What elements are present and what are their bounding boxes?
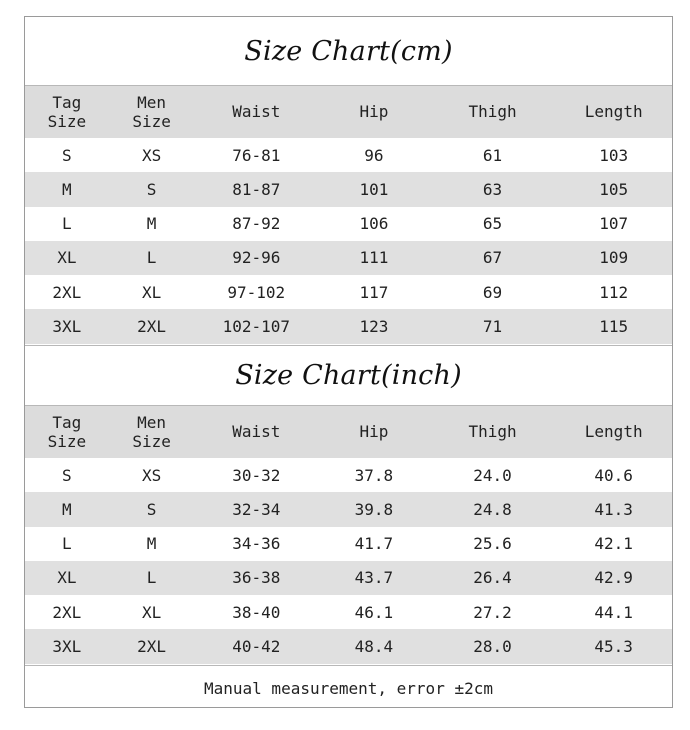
column-header: Hip [359, 102, 389, 122]
column-header: Hip [359, 422, 389, 442]
table-cell: 69 [482, 282, 503, 302]
table-cell: 67 [482, 248, 503, 268]
table-row [25, 595, 672, 629]
table-cell: 92-96 [232, 248, 281, 268]
table-cell: 28.0 [473, 637, 512, 657]
table-cell: 123 [359, 317, 389, 337]
column-header: Tag Size [47, 92, 87, 131]
table-cell: 48.4 [354, 637, 394, 657]
table-cell: 40-42 [232, 637, 281, 657]
column-header: Length [584, 102, 643, 122]
table-cell: XL [141, 282, 162, 302]
table-row [25, 207, 672, 241]
table-cell: XL [141, 602, 162, 622]
table-cell: 38-40 [232, 602, 281, 622]
table-cell: 27.2 [473, 602, 512, 622]
column-header: Length [584, 422, 643, 442]
table-cell: 42.9 [594, 568, 633, 588]
table-cell: L [146, 568, 157, 588]
column-header: Men Size [132, 92, 171, 131]
table-cell: M [146, 214, 157, 234]
table-cell: M [62, 499, 72, 519]
table-cell: 43.7 [354, 568, 394, 588]
inch-chart-table [25, 405, 672, 664]
table-cell: 37.8 [354, 465, 394, 485]
table-cell: 117 [359, 282, 389, 302]
column-header: Men Size [132, 412, 171, 451]
table-cell: 81-87 [232, 179, 281, 199]
table-cell: 42.1 [594, 534, 633, 554]
size-chart-frame [24, 16, 673, 708]
column-header: Thigh [468, 422, 517, 442]
table-cell: 34-36 [232, 534, 281, 554]
table-cell: 71 [482, 317, 503, 337]
table-cell: 61 [482, 145, 503, 165]
table-row [25, 275, 672, 309]
table-cell: XS [141, 465, 162, 485]
table-cell: 2XL [137, 637, 167, 657]
table-cell: 41.7 [354, 534, 394, 554]
table-row [25, 138, 672, 172]
table-cell: S [62, 145, 72, 165]
table-cell: 36-38 [232, 568, 281, 588]
table-cell: 106 [359, 214, 389, 234]
table-cell: 97-102 [227, 282, 286, 302]
table-header-row [25, 85, 672, 138]
table-cell: XL [57, 568, 77, 588]
table-cell: S [146, 179, 157, 199]
table-row [25, 241, 672, 275]
table-cell: S [62, 465, 72, 485]
table-cell: S [146, 499, 157, 519]
table-row [25, 527, 672, 561]
column-header: Waist [232, 422, 281, 442]
table-cell: 45.3 [594, 637, 633, 657]
column-header: Tag Size [47, 412, 87, 451]
table-cell: 96 [364, 145, 384, 165]
table-cell: M [62, 179, 72, 199]
table-cell: 40.6 [594, 465, 633, 485]
cm-chart-table [25, 85, 672, 344]
table-cell: XL [57, 248, 77, 268]
table-cell: 115 [599, 317, 629, 337]
table-cell: M [146, 534, 157, 554]
table-cell: 112 [599, 282, 629, 302]
table-row [25, 172, 672, 206]
table-cell: 111 [359, 248, 389, 268]
table-cell: 3XL [52, 317, 82, 337]
table-row [25, 309, 672, 343]
table-cell: 102-107 [222, 317, 290, 337]
table-row [25, 561, 672, 595]
table-cell: 107 [599, 214, 629, 234]
table-cell: 103 [599, 145, 629, 165]
table-cell: 63 [482, 179, 503, 199]
table-cell: 2XL [52, 282, 82, 302]
table-cell: 30-32 [232, 465, 281, 485]
table-cell: 41.3 [594, 499, 633, 519]
table-cell: 3XL [52, 637, 82, 657]
cm-chart-title: Size Chart(cm) [244, 35, 453, 67]
table-cell: 101 [359, 179, 389, 199]
table-cell: 87-92 [232, 214, 281, 234]
table-cell: 25.6 [473, 534, 512, 554]
table-cell: 65 [482, 214, 503, 234]
column-header: Thigh [468, 102, 517, 122]
table-cell: 24.8 [473, 499, 512, 519]
table-header-row [25, 405, 672, 458]
table-cell: L [146, 248, 157, 268]
table-cell: L [62, 214, 72, 234]
measurement-note: Manual measurement, error ±2cm [25, 665, 672, 710]
table-cell: L [62, 534, 72, 554]
table-cell: 2XL [52, 602, 82, 622]
table-cell: XS [141, 145, 162, 165]
table-cell: 76-81 [232, 145, 281, 165]
table-cell: 44.1 [594, 602, 633, 622]
table-cell: 24.0 [473, 465, 512, 485]
table-cell: 109 [599, 248, 629, 268]
table-cell: 39.8 [354, 499, 394, 519]
table-cell: 46.1 [354, 602, 394, 622]
table-row [25, 629, 672, 663]
table-row [25, 492, 672, 526]
table-cell: 32-34 [232, 499, 281, 519]
column-header: Waist [232, 102, 281, 122]
table-cell: 2XL [137, 317, 167, 337]
inch-chart-title: Size Chart(inch) [235, 359, 462, 391]
table-cell: 26.4 [473, 568, 512, 588]
table-cell: 105 [599, 179, 629, 199]
table-row [25, 458, 672, 492]
